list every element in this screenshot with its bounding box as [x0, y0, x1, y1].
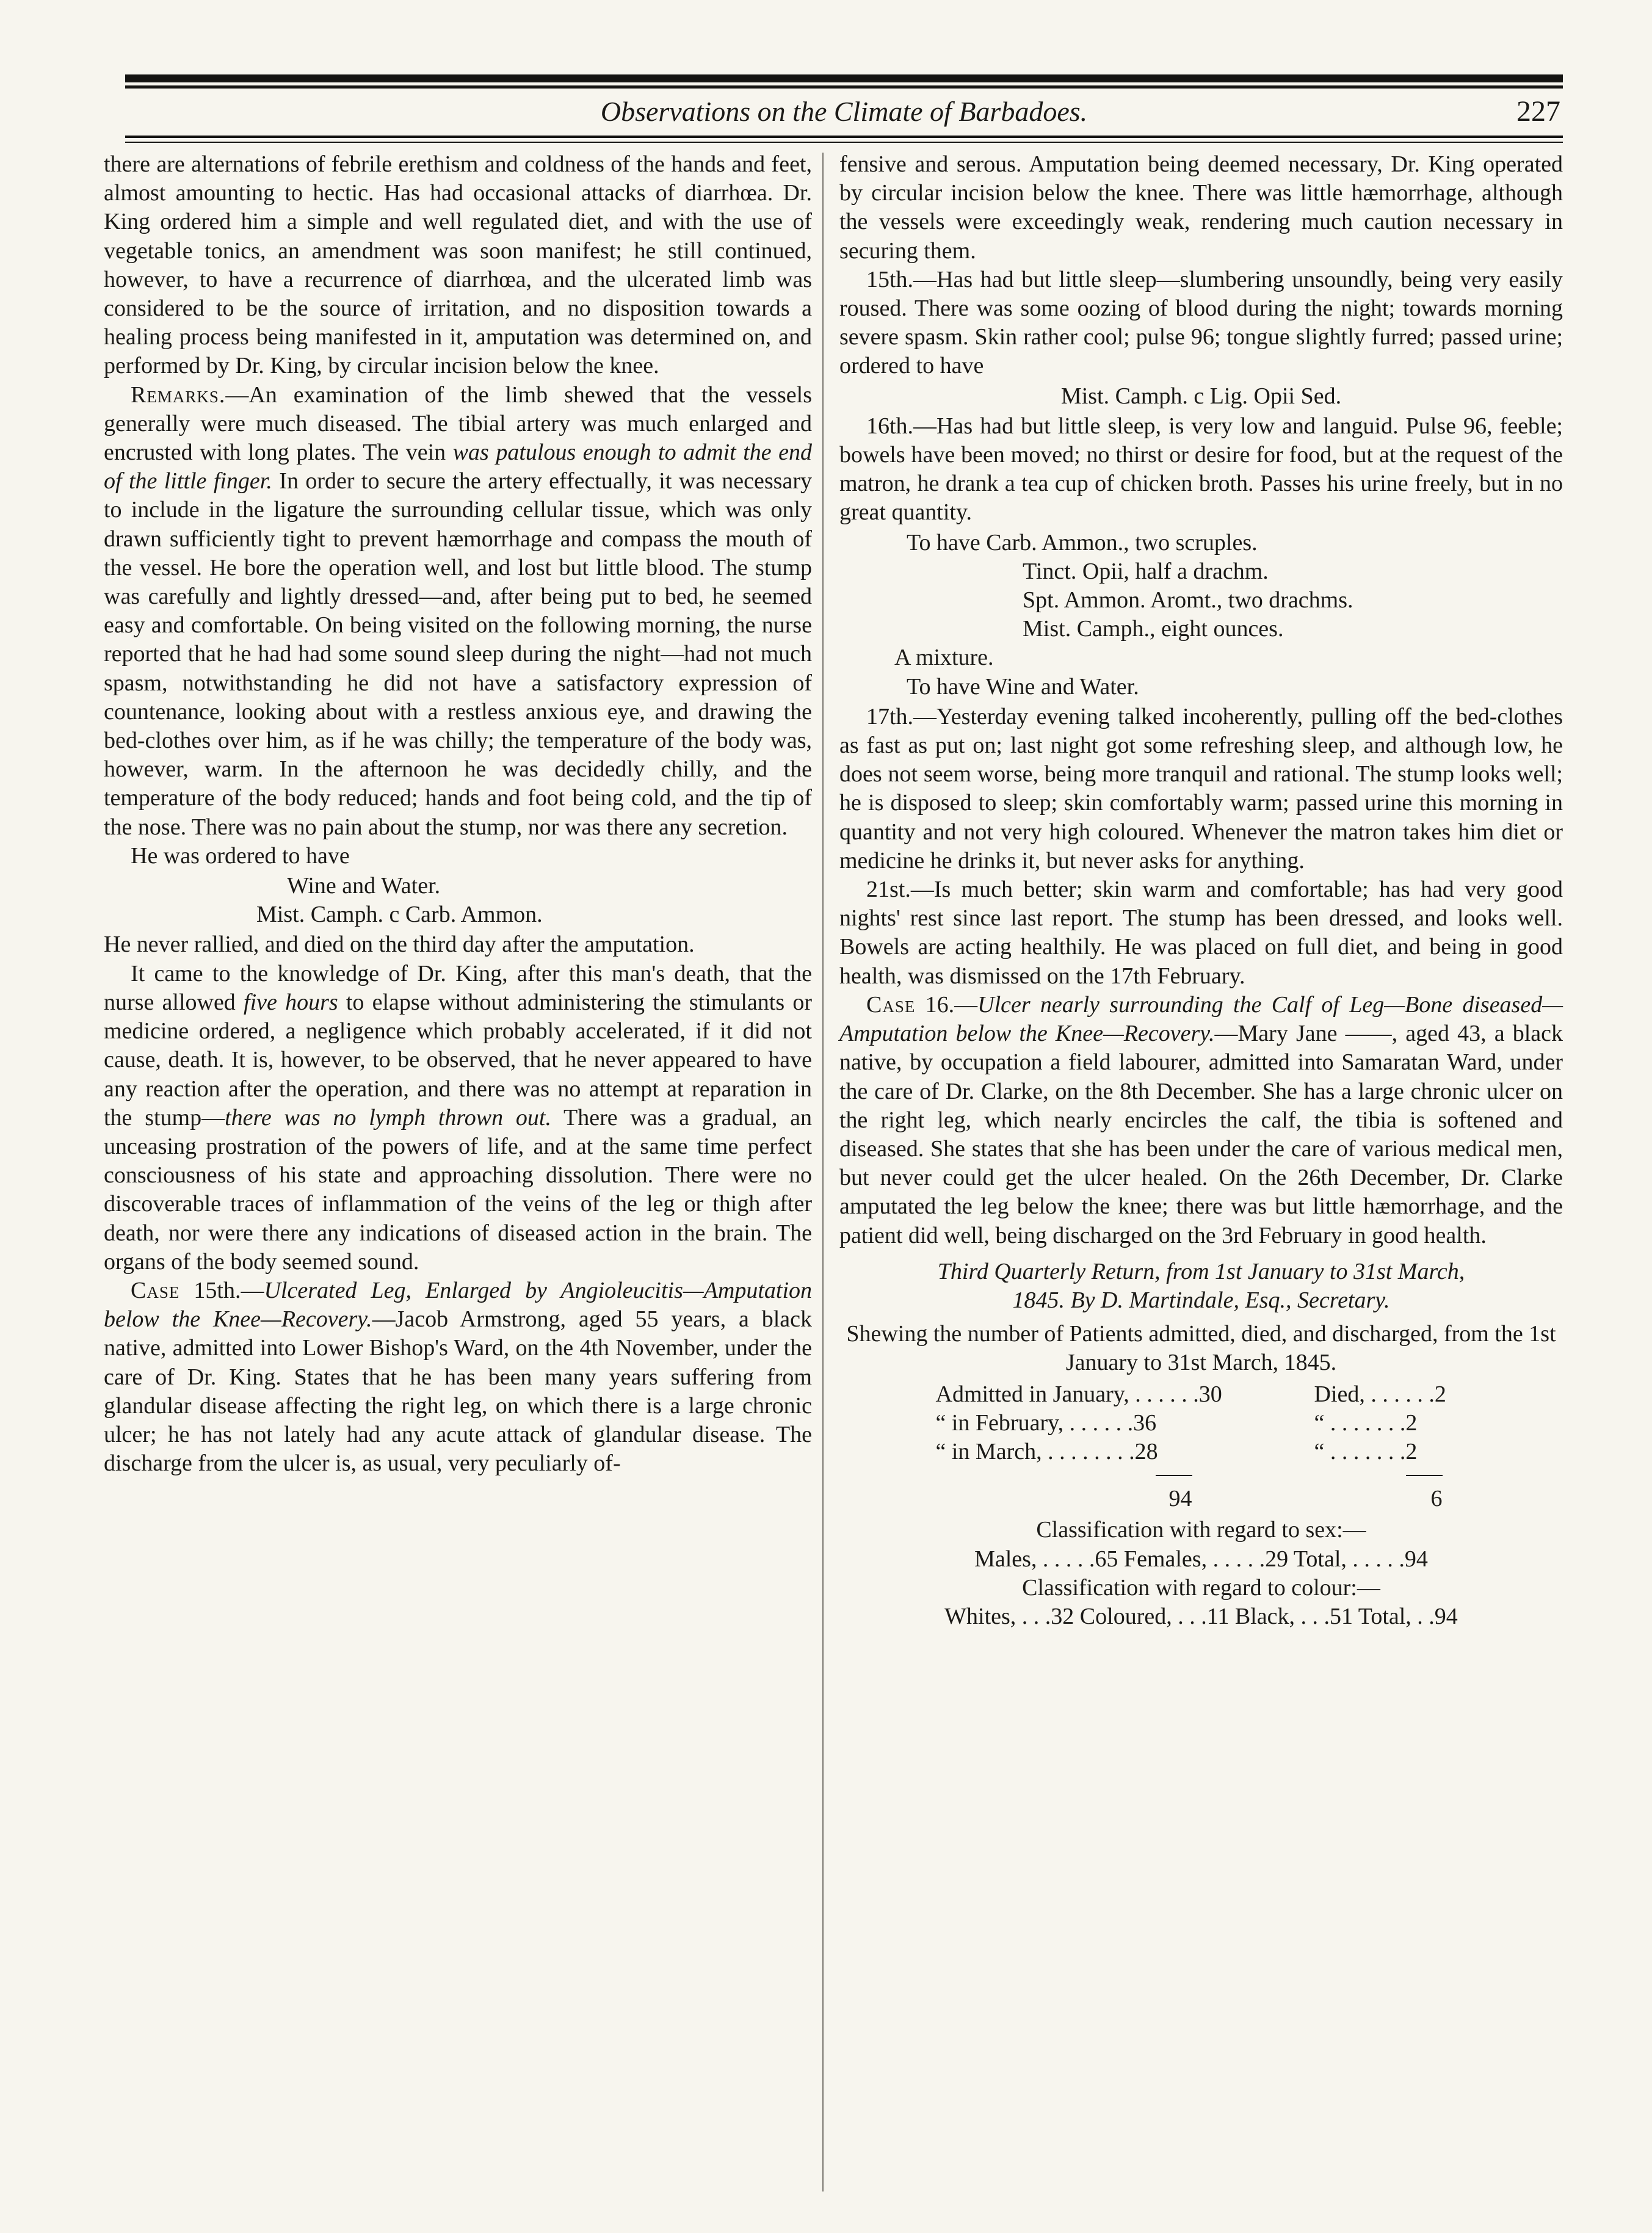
report-subtitle: Shewing the number of Patients admitted, died, and discharged, from the 1st January to 31st March, 1845. [846, 1321, 1556, 1376]
prescription-line: Mist. Camph. c Lig. Opii Sed. [1060, 383, 1342, 409]
remarks-text-b: In order to secure the artery effectually, it was necessary to include in the ligature the surrounding cellular tissue, which was only drawn sufficiently tight to prevent hæmorrhage and compass the mouth of the vessel. He bore the operation well, and lost but little blood. The stump was carefully and lightly dressed—and, after being put to bed, he seemed easy and comfortable. On being visited on the following morning, the nurse reported that he had had some sound sleep during the night—had not much spasm, notwithstanding he did not have a satisfactory expression of countenance, looking about with a restless anxious eye, and drawing the bed-clothes over him, as if he was chilly; the temperature of the body was, however, warm. In the afternoon he was decidedly chilly, and the temperature of the body reduced; hands and foot being cold, and the tip of the nose. There was no pain about the stump, nor was there any secretion. [104, 468, 812, 840]
right-paragraph-16th: 16th.—Has had but little sleep, is very low and languid. Pulse 96, feeble; bowels have been moved; no thirst or desire for food, but at the request of the matron, he drank a tea cup of chicken broth. Passes his urine freely, but in no great quantity. [839, 413, 1563, 526]
sex-heading: Classification with regard to sex:— [1036, 1517, 1366, 1543]
prescription-line: Wine and Water. [287, 873, 441, 899]
sum-rule [839, 1466, 1563, 1485]
case-number: 16.— [915, 991, 978, 1018]
left-paragraph-knowledge [104, 960, 812, 1276]
prescription-line: A mixture. [894, 645, 994, 671]
died-total: 6 [1430, 1486, 1443, 1512]
header-rule-thin [125, 85, 1563, 89]
left-paragraph-ordered: He was ordered to have [131, 842, 350, 869]
running-title: Observations on the Climate of Barbadoes. [600, 96, 1088, 127]
page-number: 227 [1516, 95, 1560, 128]
case-label: Case [131, 1277, 180, 1303]
died-cell: “ . . . . . . .2 [1314, 1410, 1418, 1436]
prescription-line: To have Wine and Water. [907, 673, 1139, 700]
admitted-total: 94 [1168, 1486, 1192, 1512]
right-paragraph-21st: 21st.—Is much better; skin warm and comfortable; has had very good nights' rest since last report. The stump has been dressed, and looks well. Bowels are acting healthily. He was placed on full diet, and being in good health, was dismissed on the 17th February. [839, 877, 1563, 989]
knowledge-text-c: There was a gradual, an unceasing prostration of the powers of life, and at the same time perfect consciousness of his state and approaching dissolution. There were no discoverable traces of inflammation of the veins of the leg or thigh after death, nor were there any indications of diseased action in the brain. The organs of the body seemed sound. [104, 1104, 813, 1275]
remarks-italic: was patulous enough to admit the end of the little finger. [104, 440, 813, 494]
remarks-label: Remarks. [131, 382, 226, 408]
case-15-paragraph [104, 1276, 812, 1478]
prescription-line: Mist. Camph., eight ounces. [1023, 616, 1284, 642]
colour-heading: Classification with regard to colour:— [1022, 1574, 1380, 1601]
prescription-line: To have Carb. Ammon., two scruples. [907, 529, 1258, 556]
left-prescription [104, 872, 812, 929]
knowledge-italic-2: there was no lymph thrown out. [225, 1104, 551, 1131]
died-cell: Died, . . . . . .2 [1314, 1381, 1446, 1407]
right-paragraph-17th: 17th.—Yesterday evening talked incoherently, pulling off the bed-clothes as fast as put on; last night got some refreshing sleep, and although low, he does not seem worse, being more tranquil and rational. The stump looks well; he is disposed to sleep; skin comfortably warm; passed urine this morning in quantity and not very high coloured. Whenever the matron takes him diet or medicine he drinks it, but never asks for anything. [839, 703, 1563, 874]
right-paragraph-15th: 15th.—Has had but little sleep—slumbering unsoundly, being very easily roused. There was some oozing of blood during the night; towards morning severe spasm. Skin rather cool; pulse 96; tongue slightly furred; passed urine; ordered to have [839, 266, 1563, 379]
table-row [839, 1409, 1563, 1438]
right-column [839, 150, 1563, 1631]
left-paragraph-rallied: He never rallied, and died on the third day after the amputation. [104, 932, 695, 958]
sex-line: Males, . . . . .65 Females, . . . . .29 Total, . . . . .94 [974, 1546, 1428, 1572]
totals-row [839, 1485, 1563, 1513]
table-row [839, 1380, 1563, 1409]
admitted-cell: “ in February, . . . . . .36 [935, 1410, 1157, 1436]
column-divider [822, 153, 824, 2191]
case-label: Case [866, 991, 916, 1018]
case-16-paragraph [839, 991, 1563, 1250]
right-prescription-2 [839, 529, 1563, 701]
admitted-cell: “ in March, . . . . . . . .28 [935, 1438, 1158, 1464]
header-rule-thick [125, 74, 1563, 82]
prescription-line: Spt. Ammon. Aromt., two drachms. [1023, 587, 1353, 613]
right-prescription-1 [839, 382, 1563, 411]
table-row [839, 1438, 1563, 1466]
prescription-line: Tinct. Opii, half a drachm. [1023, 558, 1269, 584]
left-paragraph-1: there are alternations of febrile erethism and coldness of the hands and feet, almost amounting to hectic. Has had occasional attacks of diarrhœa. Dr. King ordered him a simple and well regulated diet, and with the use of vegetable tonics, an amendment was soon manifest; he still continued, however, to have a recurrence of diarrhœa, and the ulcerated limb was considered to be the source of irritation, and no disposition towards a healing process being manifested in it, amputation was determined on, and performed by Dr. King, by circular incision below the knee. [104, 151, 812, 379]
admitted-cell: Admitted in January, . . . . . .30 [935, 1381, 1222, 1407]
colour-line: Whites, . . .32 Coloured, . . .11 Black, . . .51 Total, . .94 [944, 1603, 1458, 1629]
prescription-line: Mist. Camph. c Carb. Ammon. [256, 902, 543, 928]
case-number: 15th.— [179, 1277, 264, 1303]
report-title-line: Third Quarterly Return, from 1st January to 31st March, [937, 1258, 1465, 1284]
header-rule-lower-thin [125, 142, 1563, 143]
case-text: —Mary Jane ——, aged 43, a black native, by occupation a field labourer, admitted into Samaratan Ward, under the care of Dr. Clarke, on the 8th December. She has a large chronic ulcer on the right leg, which nearly encircles the calf, the tibia is softened and diseased. She states that she has been under the care of various medical men, but never could get the ulcer healed. On the 26th December, Dr. Clarke amputated the leg below the knee; there was but little hæmorrhage, and the patient did well, being discharged on the 3rd February in good health. [839, 1021, 1563, 1248]
left-column [104, 150, 812, 1478]
left-paragraph-remarks [104, 381, 812, 842]
quarterly-return-title [839, 1258, 1563, 1315]
header-rule-lower [125, 136, 1563, 138]
knowledge-text-b: to elapse without administering the stimulants or medicine ordered, a negligence which probably accelerated, if it did not cause, death. It is, however, to be observed, that he never appeared to have any reaction after the operation, and there was no attempt at reparation in the stump— [104, 989, 812, 1131]
admissions-table [839, 1380, 1563, 1514]
case-title: Ulcerated Leg, Enlarged by Angioleucitis—Amputation below the Knee—Recovery. [104, 1277, 812, 1333]
knowledge-text-a: It came to the knowledge of Dr. King, after this man's death, that the nurse allowed [104, 960, 812, 1015]
died-cell: “ . . . . . . .2 [1314, 1438, 1418, 1464]
knowledge-italic-1: five hours [244, 989, 338, 1015]
case-text: —Jacob Armstrong, aged 55 years, a black native, admitted into Lower Bishop's Ward, on the 4th November, under the care of Dr. King. States that he has been many years suffering from glandular disease affecting the right leg, on which there is a large chronic ulcer; he has not lately had any acute attack of glandular disease. The discharge from the ulcer is, as usual, very peculiarly of- [104, 1306, 812, 1477]
right-paragraph-1: fensive and serous. Amputation being deemed necessary, Dr. King operated by circular incision below the knee. There was little hæmorrhage, although the vessels were exceedingly weak, rendering much caution necessary in securing them. [839, 151, 1563, 264]
case-title: Ulcer nearly surrounding the Calf of Leg—Bone diseased—Amputation below the Knee—Recovery. [839, 991, 1563, 1047]
remarks-text-a: —An examination of the limb shewed that the vessels generally were much diseased. The tibial artery was much enlarged and encrusted with long plates. The vein [104, 382, 812, 466]
report-title-line: 1845. By D. Martindale, Esq., Secretary. [1012, 1287, 1390, 1313]
